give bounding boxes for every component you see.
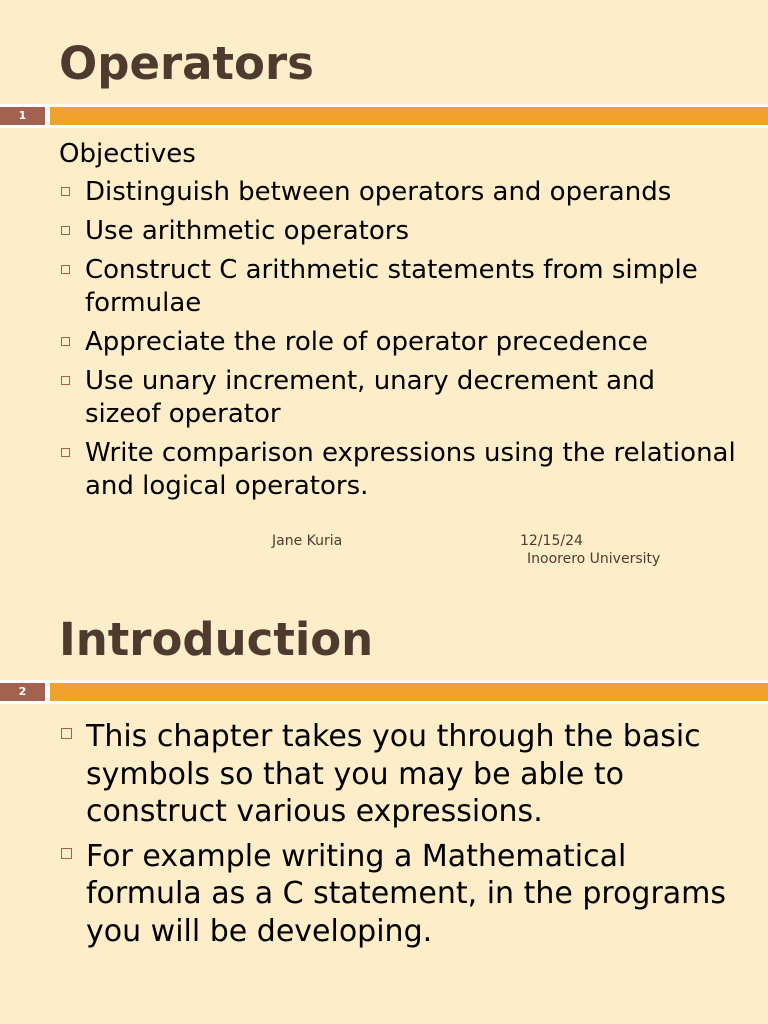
list-item — [59, 437, 738, 503]
slide-title: Operators — [59, 37, 314, 90]
footer-institution: Inoorero University — [527, 551, 661, 567]
list-item-text: This chapter takes you through the basic symbols so that you may be able to construct various expressions. — [86, 719, 701, 829]
slide-number: 2 — [0, 683, 45, 701]
footer-author: Jane Kuria — [272, 533, 343, 549]
slide-2 — [0, 576, 768, 1024]
objectives-list — [59, 176, 738, 503]
accent-bar — [50, 683, 768, 701]
list-item — [59, 718, 738, 831]
footer-date: 12/15/24 — [520, 533, 583, 549]
list-item-text: Use arithmetic operators — [85, 216, 410, 246]
slide-number: 1 — [0, 107, 45, 125]
intro-list — [59, 718, 738, 950]
square-bullet-icon — [61, 226, 70, 235]
square-bullet-icon — [61, 187, 70, 196]
list-item — [59, 326, 738, 359]
list-item-text: Construct C arithmetic statements from simple formulae — [85, 255, 698, 318]
slide-body — [59, 138, 738, 509]
footer-date-institution — [520, 532, 660, 568]
list-item — [59, 365, 738, 431]
square-bullet-icon — [61, 848, 72, 859]
list-item-text: Use unary increment, unary decrement and sizeof operator — [85, 366, 656, 429]
title-rule — [0, 104, 768, 128]
title-rule — [0, 680, 768, 704]
square-bullet-icon — [61, 448, 70, 457]
slide-title: Introduction — [59, 613, 374, 666]
list-item — [59, 838, 738, 951]
list-item-text: Appreciate the role of operator precedence — [85, 327, 648, 357]
list-item-text: Write comparison expressions using the relational and logical operators. — [85, 438, 736, 501]
list-item — [59, 176, 738, 209]
list-item-text: Distinguish between operators and operands — [85, 177, 672, 207]
accent-bar — [50, 107, 768, 125]
square-bullet-icon — [61, 376, 70, 385]
slide-body — [59, 718, 738, 957]
objectives-heading: Objectives — [59, 139, 196, 169]
list-item-text: For example writing a Mathematical formula as a C statement, in the programs you will be developing. — [86, 838, 727, 949]
list-item — [59, 215, 738, 248]
list-item — [59, 254, 738, 320]
square-bullet-icon — [61, 337, 70, 346]
square-bullet-icon — [61, 728, 72, 739]
square-bullet-icon — [61, 265, 70, 274]
